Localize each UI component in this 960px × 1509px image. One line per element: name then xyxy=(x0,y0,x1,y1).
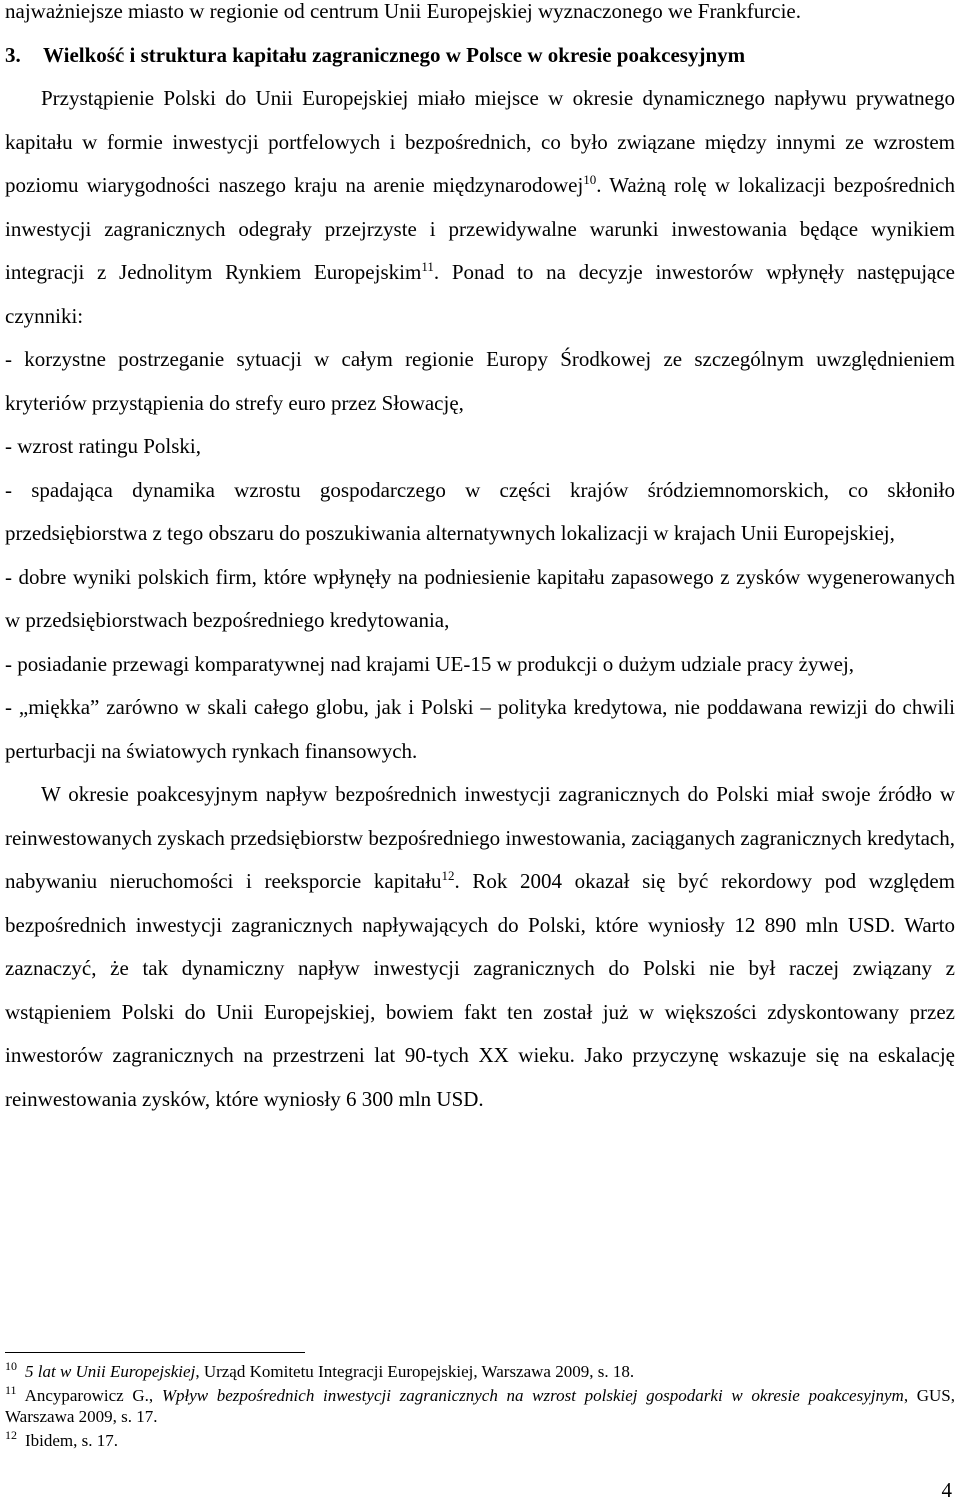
footnote-source: , GUS, Warszawa 2009, s. 17. xyxy=(5,1386,956,1426)
footnote-number: 10 xyxy=(5,1359,17,1374)
list-item: - posiadanie przewagi komparatywnej nad krajami UE-15 w produkcji o dużym udziale pracy żywej, xyxy=(5,651,855,676)
paragraph-text: . Ważną rolę w lokalizacji bezpośrednich inwestycji zagranicznych odegrały przejrzyste i przewidywalne warunki inwestowania będące wynikiem integracji z Jednolitym Rynkiem Europejskim xyxy=(5,173,955,284)
paragraph-text: Przystąpienie Polski do Unii Europejskiej miało miejsce w okresie dynamicznego napływu prywatnego kapitału w formie inwestycji portfelowych i bezpośrednich, co było związane między innymi ze wzrostem poziomu wiarygodności naszego kraju na arenie międzynarodowej xyxy=(5,86,955,197)
paragraph-text: . Rok 2004 okazał się być rekordowy pod względem bezpośrednich inwestycji zagranicznych napływających do Polski, które wyniosły 12 890 mln USD. Warto zaznaczyć, że tak dynamiczny napływ inwestycji zagranicznych do Polski nie był raczej związany z wstąpieniem Polski do Unii Europejskiej, bowiem fakt ten został już w większości zdyskontowany przez inwestorów zagranicznych na przestrzeni lat 90-tych XX wieku. Jako przyczynę wskazuje się na eskalację reinwestowania zysków, które wyniosły 6 300 mln USD. xyxy=(5,869,955,1111)
footnote-source: , Urząd Komitetu Integracji Europejskiej, Warszawa 2009, s. 18. xyxy=(195,1362,635,1381)
section-heading xyxy=(5,34,955,78)
paragraph-text: W okresie poakcesyjnym napływ bezpośrednich inwestycji zagranicznych do Polski miał swoje źródło w reinwestowanych zyskach przedsiębiorstw bezpośredniego inwestowania, zaciąganych zagranicznych kredytach, nabywaniu nieruchomości i reeksporcie kapitału xyxy=(5,782,955,893)
footnote-author: Ancyparowicz G., xyxy=(24,1386,154,1405)
footnote-title: Wpływ bezpośrednich inwestycji zagranicznych na wzrost polskiej gospodarki w okresie poakcesyjnym xyxy=(161,1386,904,1405)
footnote-12 xyxy=(5,1430,955,1451)
footnote-number: 11 xyxy=(5,1383,17,1398)
footnote-ref-10[interactable]: 10 xyxy=(583,172,597,187)
list-item: - korzystne postrzeganie sytuacji w całym regionie Europy Środkowej ze szczególnym uwzględnieniem kryteriów przystąpienia do strefy euro przez Słowację, xyxy=(5,347,955,415)
footnote-source: Ibidem, s. 17. xyxy=(25,1431,119,1450)
paragraph-text: . Ponad to na decyzje inwestorów wpłynęły następujące czynniki: xyxy=(5,260,955,328)
list-item: - wzrost ratingu Polski, xyxy=(5,434,201,458)
list-item: - dobre wyniki polskich firm, które wpłynęły na podniesienie kapitału zapasowego z zysków wygenerowanych w przedsiębiorstwach bezpośredniego kredytowania, xyxy=(5,564,955,632)
footnote-separator xyxy=(5,1352,305,1353)
footnote-ref-12[interactable]: 12 xyxy=(441,868,455,883)
section-number: 3. xyxy=(5,42,21,67)
footnote-11 xyxy=(5,1385,955,1427)
footnotes xyxy=(5,1352,955,1454)
section-title: Wielkość i struktura kapitału zagranicznego w Polsce w okresie poakcesyjnym xyxy=(43,42,746,67)
paragraph-post-accession xyxy=(5,773,955,1121)
document-page xyxy=(5,0,955,1121)
footnote-title: 5 lat w Unii Europejskiej xyxy=(25,1362,196,1381)
footnote-ref-11[interactable]: 11 xyxy=(421,259,434,274)
list-item: - spadająca dynamika wzrostu gospodarczego w części krajów śródziemnomorskich, co skłoniło przedsiębiorstwa z tego obszaru do poszukiwania alternatywnych lokalizacji w krajach Unii Europejskiej, xyxy=(5,477,955,545)
page-number: 4 xyxy=(941,1478,952,1502)
footnote-10 xyxy=(5,1361,955,1382)
footnote-number: 12 xyxy=(5,1428,17,1443)
paragraph-accession xyxy=(5,77,955,338)
continued-paragraph: najważniejsze miasto w regionie od centrum Unii Europejskiej wyznaczonego we Frankfurcie. xyxy=(5,0,801,23)
list-item: - „miękka” zarówno w skali całego globu, jak i Polski – polityka kredytowa, nie poddawana rewizji do chwili perturbacji na światowych rynkach finansowych. xyxy=(5,695,955,763)
